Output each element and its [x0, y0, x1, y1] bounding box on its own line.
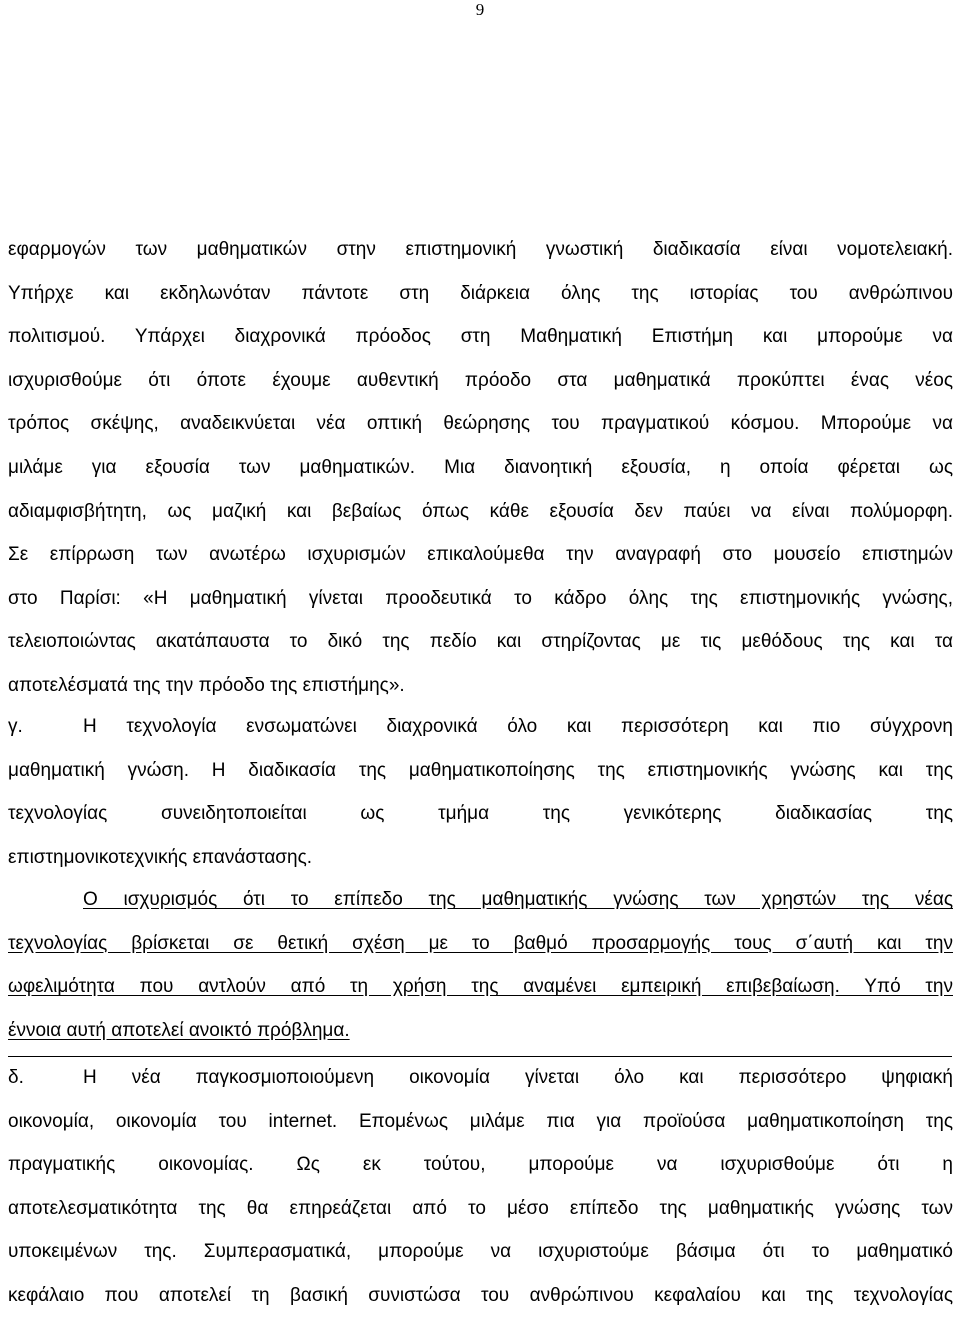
text-line: Υπήρχε και εκδηλωνόταν πάντοτε στη διάρκεια όλης της ιστορίας του ανθρώπινου: [8, 282, 953, 304]
indented-line: [8, 878, 953, 922]
text-line: υποκειμένων της. Συμπερασματικά, μπορούμε να ισχυριστούμε βάσιμα ότι το μαθηματικό: [8, 1241, 953, 1263]
paragraph-1: [8, 228, 953, 708]
text-line: μιλάμε για εξουσία των μαθηματικών. Μια διανοητική εξουσία, η οποία φέρεται ως: [8, 456, 953, 478]
text-line: ισχυρισθούμε ότι όποτε έχουμε αυθεντική πρόοδο στα μαθηματικά προκύπτει ένας νέος: [8, 369, 953, 391]
text-line: τεχνολογίας βρίσκεται σε θετική σχέση με το βαθμό προσαρμογής τους σ΄αυτή και την: [8, 932, 953, 954]
section-marker: γ.: [8, 716, 23, 737]
text-line: εφαρμογών των μαθηματικών στην επιστημονική γνωστική διαδικασία είναι νομοτελειακή.: [8, 239, 953, 260]
text-line: αποτελεσματικότητα της θα επηρεάζεται από το μέσο επίπεδο της μαθηματικής γνώσης των: [8, 1197, 953, 1219]
text-line: Η νέα παγκοσμιοποιούμενη οικονομία γίνεται όλο και περισσότερο ψηφιακή: [83, 1067, 953, 1088]
section-heading-line: [8, 1056, 953, 1100]
section-delta: [8, 1056, 953, 1318]
text-line: Η τεχνολογία ενσωματώνει διαχρονικά όλο και περισσότερη και πιο σύγχρονη: [83, 716, 953, 737]
text-line: τελειοποιώντας ακατάπαυστα το δικό της πεδίο και στηρίζοντας με τις μεθόδους της και τα: [8, 631, 953, 653]
text-line: πολιτισμού. Υπάρχει διαχρονικά πρόοδος στη Μαθηματική Επιστήμη και μπορούμε να: [8, 326, 953, 348]
text-line: τρόπος σκέψης, αναδεικνύεται νέα οπτική θεώρησης του πραγματικού κόσμου. Μπορούμε να: [8, 413, 953, 435]
text-line: τεχνολογίας συνειδητοποιείται ως τμήμα της γενικότερης διαδικασίας της: [8, 803, 953, 825]
section-marker: δ.: [8, 1067, 24, 1088]
text-line: οικονομία, οικονομία του internet. Επομένως μιλάμε πια για προϊούσα μαθηματικοποίηση της: [8, 1110, 953, 1132]
page-number: 9: [475, 0, 485, 19]
text-line: μαθηματική γνώση. Η διαδικασία της μαθηματικοποίησης της επιστημονικής γνώσης και της: [8, 759, 953, 781]
section-heading-line: [8, 705, 953, 749]
section-gamma: [8, 705, 953, 879]
text-line: πραγματικής οικονομίας. Ως εκ τούτου, μπορούμε να ισχυρισθούμε ότι η: [8, 1154, 953, 1176]
text-line: Σε επίρρωση των ανωτέρω ισχυρισμών επικαλούμεθα την αναγραφή στο μουσείο επιστημών: [8, 544, 953, 566]
text-line: ωφελιμότητα που αντλούν από τη χρήση της αναμένει εμπειρική επιβεβαίωση. Υπό την: [8, 976, 953, 998]
text-line: στο Παρίσι: «Η μαθηματική γίνεται προοδευτικά το κάδρο όλης της επιστημονικής γνώσης,: [8, 587, 953, 609]
text-line: κεφάλαιο που αποτελεί τη βασική συνιστώσα του ανθρώπινου κεφαλαίου και της τεχνολογίας: [8, 1284, 953, 1306]
text-line: αποτελέσματά της την πρόοδο της επιστήμης».: [8, 674, 405, 696]
text-line: επιστημονικοτεχνικής επανάστασης.: [8, 846, 313, 868]
underlined-paragraph: [8, 878, 953, 1052]
text-line: Ο ισχυρισμός ότι το επίπεδο της μαθηματικής γνώσης των χρηστών της νέας: [83, 889, 953, 910]
text-line: αδιαμφισβήτητη, ως μαζική και βεβαίως όπως κάθε εξουσία δεν παύει να είναι πολύμορφη.: [8, 500, 953, 522]
text-line: έννοια αυτή αποτελεί ανοικτό πρόβλημα.: [8, 1019, 350, 1041]
